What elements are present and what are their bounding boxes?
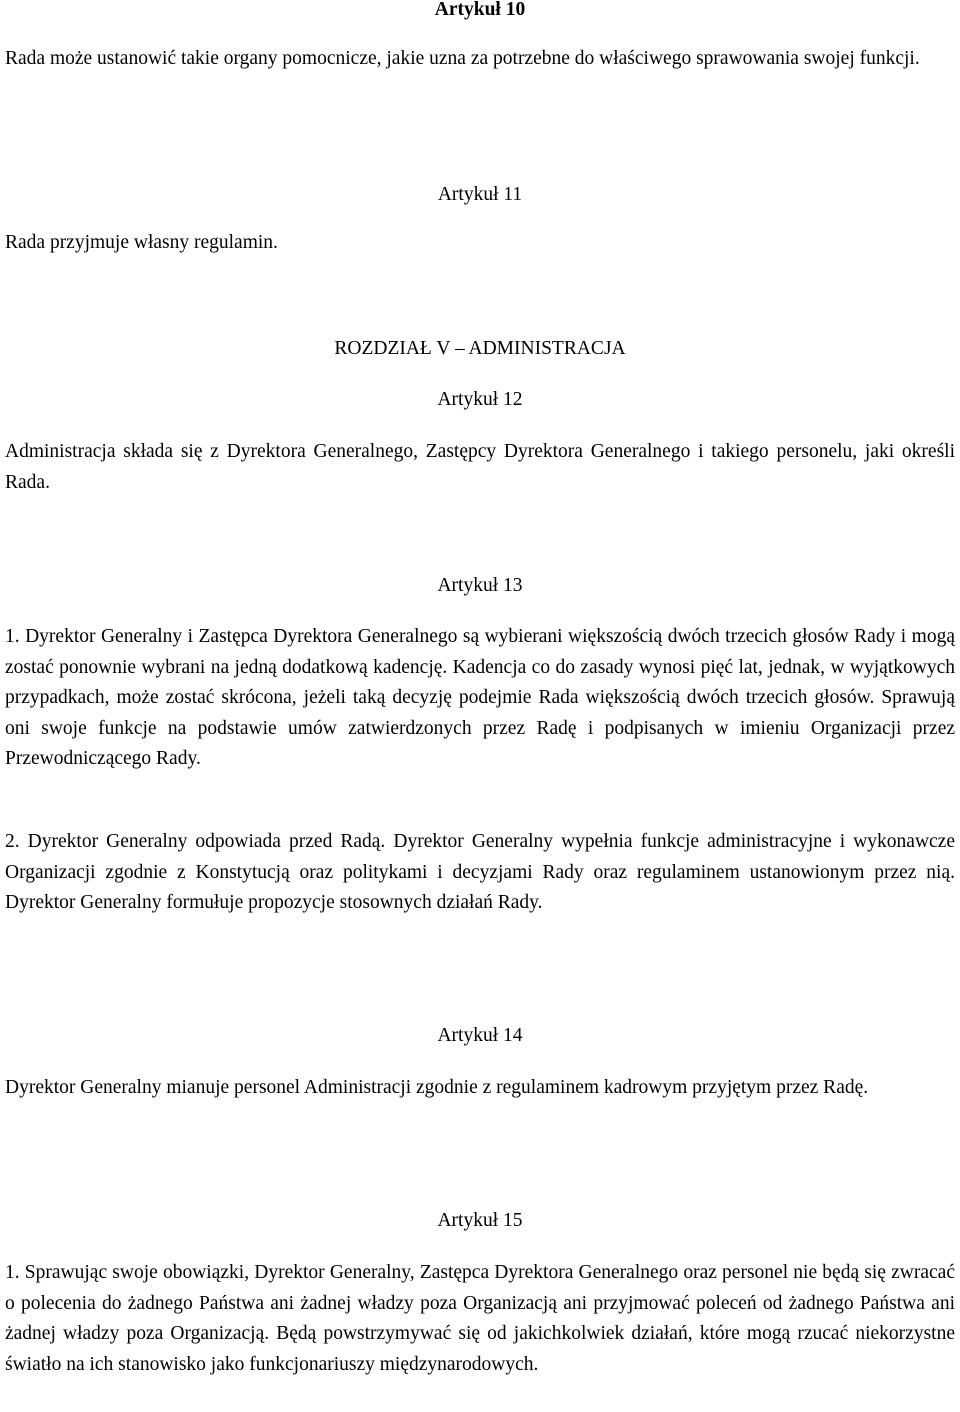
article-12-text: Administracja składa się z Dyrektora Generalnego, Zastępcy Dyrektora Generalnego i takiego personelu, jaki określi Rada. [5, 441, 955, 493]
article-12-heading: Artykuł 12 [437, 389, 523, 410]
article-10-heading: Artykuł 10 [434, 0, 526, 20]
article-10-text: Rada może ustanowić takie organy pomocnicze, jakie uzna za potrzebne do właściwego sprawowania swojej funkcji. [5, 48, 920, 69]
chapter-title: ROZDZIAŁ V – ADMINISTRACJA [334, 338, 626, 359]
article-15-paragraph-1: 1. Sprawując swoje obowiązki, Dyrektor Generalny, Zastępca Dyrektora Generalnego oraz personel nie będą się zwracać o polecenia do żadnego Państwa ani żadnej władzy poza Organizacją ani przyjmować poleceń od żadnego Państwa ani żadnej władzy poza Organizacją. Będą powstrzymywać się od jakichkolwiek działań, które mogą rzucać niekorzystne światło na ich stanowisko jako funkcjonariuszy międzynarodowych. [5, 1262, 955, 1375]
article-11-text: Rada przyjmuje własny regulamin. [5, 232, 278, 253]
article-14-text: Dyrektor Generalny mianuje personel Administracji zgodnie z regulaminem kadrowym przyjętym przez Radę. [5, 1077, 869, 1098]
document-page [5, 0, 955, 1412]
article-13-paragraph-1: 1. Dyrektor Generalny i Zastępca Dyrektora Generalnego są wybierani większością dwóch trzecich głosów Rady i mogą zostać ponownie wybrani na jedną dodatkową kadencję. Kadencja co do zasady wynosi pięć lat, jednak, w wyjątkowych przypadkach, może zostać skrócona, jeżeli taką decyzję podejmie Rada większością dwóch trzecich głosów. Sprawują oni swoje funkcje na podstawie umów zatwierdzonych przez Radę i podpisanych w imieniu Organizacji przez Przewodniczącego Rady. [5, 626, 955, 769]
article-13-paragraph-2: 2. Dyrektor Generalny odpowiada przed Radą. Dyrektor Generalny wypełnia funkcje administracyjne i wykonawcze Organizacji zgodnie z Konstytucją oraz politykami i decyzjami Rady oraz regulaminem ustanowionym przez nią. Dyrektor Generalny formułuje propozycje stosownych działań Rady. [5, 831, 955, 913]
article-13-heading: Artykuł 13 [437, 575, 523, 596]
article-11-heading: Artykuł 11 [437, 184, 523, 205]
article-14-heading: Artykuł 14 [437, 1025, 523, 1046]
article-15-heading: Artykuł 15 [437, 1210, 523, 1231]
